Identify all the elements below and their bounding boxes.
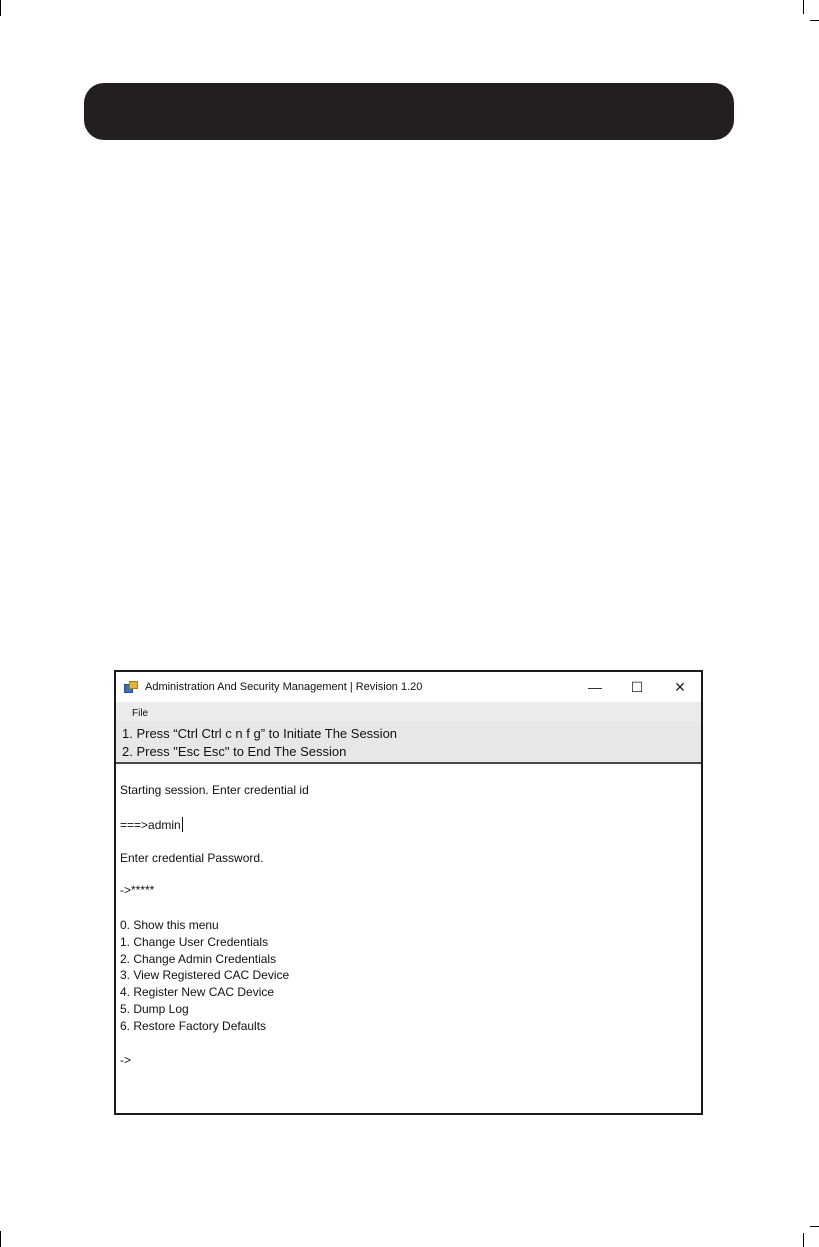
menu-item-3: 3. View Registered CAC Device [120,968,290,982]
credential-password-input: ->***** [120,883,155,897]
close-icon[interactable]: ✕ [674,679,686,695]
minimize-icon[interactable]: — [588,679,602,695]
maximize-icon[interactable]: ☐ [630,679,644,695]
crop-mark-bottom-right [803,1233,804,1247]
menu-bar [116,702,701,722]
crop-mark-top-left [0,0,1,16]
title-bar [116,672,701,702]
prompt-credential-id: Starting session. Enter credential id [120,783,309,797]
instruction-initiate: 1. Press “Ctrl Ctrl c n f g” to Initiate The Session [122,726,398,741]
menu-item-0: 0. Show this menu [120,918,219,932]
credential-id-input[interactable] [120,817,183,832]
window-title: Administration And Security Management | Revision 1.20 [145,681,423,693]
instructions-panel [116,722,701,764]
crop-mark-top-right [803,0,804,14]
menu-item-4: 4. Register New CAC Device [120,985,275,999]
text-caret [182,817,183,832]
menu-item-2: 2. Change Admin Credentials [120,952,277,966]
menu-item-6: 6. Restore Factory Defaults [120,1019,267,1033]
app-window [114,670,703,1115]
menu-item-5: 5. Dump Log [120,1002,189,1016]
command-prompt: -> [120,1053,132,1067]
app-window-icon [124,681,138,693]
credential-id-value: ===>admin [120,818,181,832]
page-header-bar [84,83,734,140]
menu-item-1: 1. Change User Credentials [120,935,269,949]
crop-mark-right-bottom [810,1226,819,1227]
crop-mark-right-top [810,20,819,21]
instruction-end: 2. Press "Esc Esc" to End The Session [122,744,347,759]
prompt-credential-password: Enter credential Password. [120,851,264,865]
crop-mark-bottom-left [0,1231,1,1247]
menu-file[interactable]: File [132,708,149,719]
